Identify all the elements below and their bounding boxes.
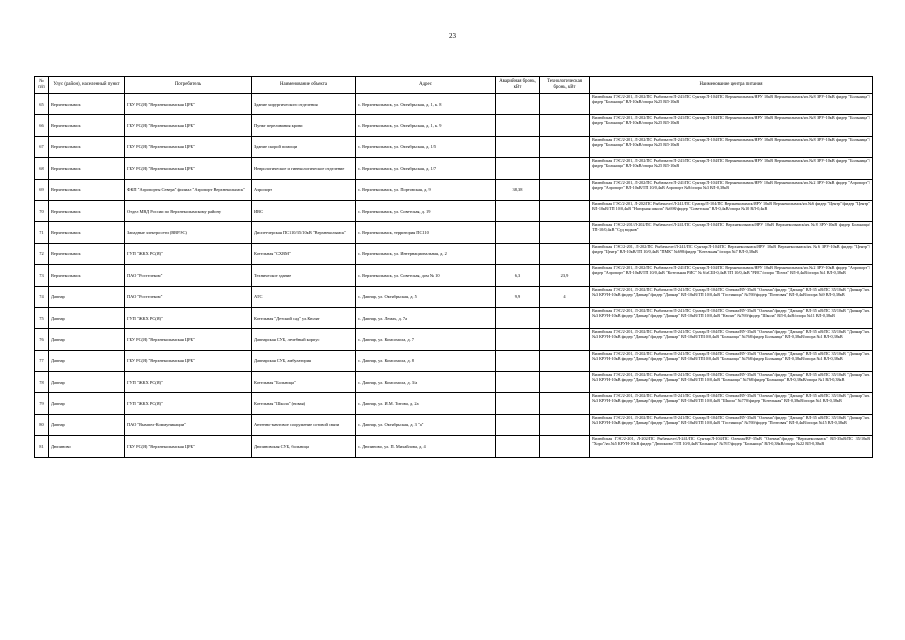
power-source-cell: Вилюйская ГЭС/2-201, Л-202/ПС Рыбачьелт/Л-241/ПС Сунтар/Л-104/ПС Верхнеколымск/ЯРУ 10кВ Верхнеколымск/яч.№6 фидер "Центр"/фидер "Центр" ВЛ-10кВ/ТП 10/0,4кВ "Нагорная школа" №698/фидер "Советская" ВЛ-0,4кВ/опора №10 ВЛ-0,4кВ bbox=[590, 200, 873, 221]
consumer-cell: ПАО "Ростелеком" bbox=[125, 286, 252, 307]
consumer-cell: Отдел МВД России по Верхнеколымскому району bbox=[125, 200, 252, 221]
object-cell: Антенно-мачтовое сооружение сотовой связи bbox=[252, 414, 356, 435]
technological-reserve-cell bbox=[540, 350, 590, 371]
row-number: 79 bbox=[35, 393, 49, 414]
table-body bbox=[35, 94, 873, 458]
object-cell: Котельная "СХВМ" bbox=[252, 243, 356, 264]
table-row bbox=[35, 286, 873, 307]
address-cell: с. Дапнар, ул. Комсомола, д. 3/а bbox=[356, 372, 496, 393]
emergency-reserve-cell bbox=[496, 393, 540, 414]
technological-reserve-cell bbox=[540, 179, 590, 200]
technological-reserve-cell bbox=[540, 393, 590, 414]
power-source-cell: Вилюйская ГЭС/2-201, Л-202/ПС Рыбачьелт/Л-241/ПС Сунтар/Л-104/ПС Верхнеколымск/ЯРУ 10кВ Верхнеколымск/яч.№8 ЗРУ-10кВ фидер "Больница"/фидер "Больница" ВЛ-10кВ/опора №25 ВЛ-10кВ bbox=[590, 158, 873, 179]
address-cell: с. Верхнеколымск, ул. Октябрьская, д. 1, к. 8 bbox=[356, 94, 496, 115]
address-cell: с. Дапнар, ул. Октябрьская, д. 3 "а" bbox=[356, 414, 496, 435]
emergency-reserve-cell bbox=[496, 136, 540, 157]
power-source-cell: Вилюйская ГЭС/2-201, Л-202/ПС Рыбачьелт/Л-241/ПС Сунтар/Л-104/ПС Верхнеколымск/ЯРУ 10кВ Верхнеколымск/яч.№8 ЗРУ-10кВ фидер "Больница"/фидер "Больница" ВЛ-10кВ/опора №25 ВЛ-10кВ bbox=[590, 115, 873, 136]
technological-reserve-cell bbox=[540, 222, 590, 243]
table-row bbox=[35, 136, 873, 157]
row-number: 74 bbox=[35, 286, 49, 307]
table-row bbox=[35, 179, 873, 200]
consumer-cell: ГБУ РС(Я) "Верхнеколымская ЦРБ" bbox=[125, 158, 252, 179]
address-cell: с. Дапнар, ул. Комсомола, д. 7 bbox=[356, 329, 496, 350]
object-cell: Техническое здание bbox=[252, 265, 356, 286]
settlement-cell: Верхнеколымск bbox=[49, 222, 125, 243]
power-source-cell: Вилюйская ГЭС/2-201, Л-202/ПС Рыбачьелт/Л-241/ПС Сунтар/Л-104/ПС Олекма/ВУ-35кВ "Олекма"/фидер "Дапнар" ВЛ-35 кВ/ПС 35/10кВ "Дапнар"/яч.№3 КРУН-10кВ фидер "Дапнар"/фидер "Дапнар" ВЛ-10кВ/ТП10/0,4кВ "Больница" №768/фидер Больница" ВЛ-0,38кВ/опора №1 ВЛ-0,38кВ bbox=[590, 350, 873, 371]
row-number: 70 bbox=[35, 200, 49, 221]
emergency-reserve-cell bbox=[496, 329, 540, 350]
row-number: 66 bbox=[35, 115, 49, 136]
address-cell: с. Верхнеколымск, территория ПС110 bbox=[356, 222, 496, 243]
address-cell: с. Дапнар, ул. Октябрьская, д. 5 bbox=[356, 286, 496, 307]
power-source-cell: Вилюйская ГЭС/2-201, Л-202/ПС Рыбачьелт/Л-241/ПС Сунтар/Л-104/ПС Олекма/ВУ-35кВ "Олекма"/фидер "Дапнар" ВЛ-35 кВ/ПС 35/10кВ "Дапнар"/яч.№3 КРУН-10кВ фидер "Дапнар"/фидер "Дапнар" ВЛ-10кВ/ТП 10/0,4кВ "Школа" №770/фидер "Котельная" ВЛ-0,38кВ/опора №1 ВЛ-0,38кВ bbox=[590, 393, 873, 414]
technological-reserve-cell bbox=[540, 436, 590, 457]
row-number: 72 bbox=[35, 243, 49, 264]
header-technological-reserve: Технологическая бронь, кВт bbox=[540, 77, 590, 94]
table-row bbox=[35, 94, 873, 115]
technological-reserve-cell bbox=[540, 307, 590, 328]
address-cell: с. Верхнеколымск, ул. Октябрьская, д. 1, к. 9 bbox=[356, 115, 496, 136]
table-row bbox=[35, 222, 873, 243]
object-cell: Аэропорт bbox=[252, 179, 356, 200]
emergency-reserve-cell bbox=[496, 115, 540, 136]
address-cell: с. Верхнеколымск, ул. Октябрьская, д. 1/5 bbox=[356, 136, 496, 157]
table-row bbox=[35, 307, 873, 328]
emergency-reserve-cell bbox=[496, 350, 540, 371]
row-number: 73 bbox=[35, 265, 49, 286]
row-number: 68 bbox=[35, 158, 49, 179]
address-cell: с. Верхнеколымск, ул. Советская, д. 19 bbox=[356, 200, 496, 221]
table-row bbox=[35, 200, 873, 221]
header-consumer: Потребитель bbox=[125, 77, 252, 94]
object-cell: Пункт переливания крови bbox=[252, 115, 356, 136]
object-cell: АТС bbox=[252, 286, 356, 307]
consumer-cell: ГБУ РС(Я) "Верхнеколымская ЦРБ" bbox=[125, 115, 252, 136]
row-number: 76 bbox=[35, 329, 49, 350]
settlement-cell: Дапнар bbox=[49, 350, 125, 371]
consumer-cell: ГУП "ЖКХ РС(Я)" bbox=[125, 243, 252, 264]
address-cell: с. Верхнеколымск, ул. Советская, дом № 10 bbox=[356, 265, 496, 286]
table-row bbox=[35, 393, 873, 414]
object-cell: Котельная "Детский сад" ул.Кюлят bbox=[252, 307, 356, 328]
object-cell: Здание скорой помощи bbox=[252, 136, 356, 157]
emergency-reserve-cell bbox=[496, 372, 540, 393]
consumer-cell: ГБУ РС(Я) "Верхнеколымская ЦРБ" bbox=[125, 136, 252, 157]
consumer-cell: ФКП "Аэропорты Севера" филиал "Аэропорт Верхнеколымск" bbox=[125, 179, 252, 200]
settlement-cell: Дапнар bbox=[49, 372, 125, 393]
consumer-cell: ГБУ РС(Я) "Верхнеколымская ЦРБ" bbox=[125, 94, 252, 115]
technological-reserve-cell bbox=[540, 372, 590, 393]
header-address: Адрес bbox=[356, 77, 496, 94]
object-cell: Котельная "Школа" (новая) bbox=[252, 393, 356, 414]
emergency-reserve-cell bbox=[496, 243, 540, 264]
object-cell: Дюпиновская СУБ, больница bbox=[252, 436, 356, 457]
settlement-cell: Верхнеколымск bbox=[49, 136, 125, 157]
settlement-cell: Верхнеколымск bbox=[49, 158, 125, 179]
consumer-cell: ГБУ РС(Я) "Верхнеколымская ЦРБ" bbox=[125, 436, 252, 457]
emergency-reserve-cell bbox=[496, 436, 540, 457]
technological-reserve-cell bbox=[540, 329, 590, 350]
emergency-reserve-cell bbox=[496, 94, 540, 115]
row-number: 71 bbox=[35, 222, 49, 243]
row-number: 78 bbox=[35, 372, 49, 393]
table-header-row bbox=[35, 77, 873, 94]
power-source-cell: Вилюйская ГЭС/2-201, Л-202/ПС Рыбачьелт/Л-241/ПС Сунтар/Л-104/ПС Олекма/ВУ-35кВ "Олекма"/фидер "Верхнеколымск" ВЛ-35кВ/ПС 35/10кВ "Хоро"/яч.№5 КРУН-10кВ фидер "Дюпиново"/ТП 10/0,4кВ"Больница" №767/фидер "Больница" ВЛ-0,38кВ/опора №22 ВЛ-0,38кВ bbox=[590, 436, 873, 457]
settlement-cell: Дапнар bbox=[49, 307, 125, 328]
consumer-cell: ГУП "ЖКХ РС(Я)" bbox=[125, 372, 252, 393]
header-power-source: Наименование центра питания bbox=[590, 77, 873, 94]
power-source-cell: Вилюйская ГЭС/2-201, Л-202/ПС Рыбачьелт/Л-241/ПС Сунтар/Л-104/ПС Олекма/ВУ-35кВ "Олекма"/фидер "Дапнар" ВЛ-35 кВ/ПС 35/10кВ "Дапнар"/яч.№3 КРУН-10кВ фидер "Дапнар"/фидер "Дапнар" ВЛ-10кВ/ТП 10/0,4кВ "Больница" №768/фидер"Больница" ВЛ-0,38кВ/опора №1 ВЛ-0,38кВ bbox=[590, 372, 873, 393]
table-row bbox=[35, 436, 873, 457]
power-source-cell: Вилюйская ГЭС/2-201, Л-202/ПС Рыбачьелт/Л-241/ПС Сунтар/Л-104/ПС Верхнеколымск/ЯРУ 10кВ Верхнеколымск/яч.№2 ЗРУ-10кВ фидер "Аэропорт"/фидер "Аэропорт" ВЛ-10кВ/ТП 10/0,4кВ "Котельная РИС" № 6/аСШ-0,4кВ ТП 10/0,4кВ "РИС"/опора "Почта" ВЛ-0,4кВ/опора №1 ВЛ-0,38кВ bbox=[590, 265, 873, 286]
address-cell: с. Дюпиново, ул. П. Михайлова, д. 4 bbox=[356, 436, 496, 457]
technological-reserve-cell bbox=[540, 94, 590, 115]
technological-reserve-cell bbox=[540, 414, 590, 435]
power-source-cell: Вилюйская ГЭС/2-201, Л-202/ПС Рыбачьелт/Л-241/ПС Сунтар/Л-104/ПС Верхнеколымск/ЯРУ 10кВ Верхнеколымск/яч.№6 ЗРУ-10кВ фидер "Центр"/фидер "Центр" ВЛ-10кВ/ТП 10/0,4кВ "ПМК" №698/фидер "Котельная"/опора №7 ВЛ-0,38кВ bbox=[590, 243, 873, 264]
power-source-cell: Вилюйская ГЭС/2-201/Л-202/ПС Рыбачьелт/Л-241/ПС Сунтар/Л-104/ПС Верхнеколымск/ЯРУ 10кВ Верхнеколымск/яч.№8 ЗРУ-10кВ фидер Больница/ТП-10/0,4кВ "Суд водков" bbox=[590, 222, 873, 243]
header-settlement: Улус (район), населенный пункт bbox=[49, 77, 125, 94]
technological-reserve-cell bbox=[540, 115, 590, 136]
row-number: 77 bbox=[35, 350, 49, 371]
technological-reserve-cell bbox=[540, 136, 590, 157]
technological-reserve-cell bbox=[540, 243, 590, 264]
emergency-reserve-cell bbox=[496, 414, 540, 435]
row-number: 67 bbox=[35, 136, 49, 157]
settlement-cell: Верхнеколымск bbox=[49, 243, 125, 264]
settlement-cell: Верхнеколымск bbox=[49, 179, 125, 200]
header-number: № п/п bbox=[35, 77, 49, 94]
settlement-cell: Дюпиново bbox=[49, 436, 125, 457]
power-source-cell: Вилюйская ГЭС/2-201, Л-202/ПС Рыбачьелт/Л-241/ПС Сунтар/Л-104/ПС Верхнеколымск/ЯРУ 10кВ Верхнеколымск/яч.№8 ЗРУ-10кВ фидер "Больница"/фидер "Больница" ВЛ-10кВ/опора №25 ВЛ-10кВ bbox=[590, 136, 873, 157]
table-row bbox=[35, 243, 873, 264]
address-cell: с. Дапнар, ул. Лемах, д. 7а bbox=[356, 307, 496, 328]
table-row bbox=[35, 414, 873, 435]
address-cell: с. Дапнар, ул. И.М. Титова, д. 2а bbox=[356, 393, 496, 414]
consumer-cell: ГУП "ЖКХ РС(Я)" bbox=[125, 393, 252, 414]
table-row bbox=[35, 115, 873, 136]
table-row bbox=[35, 158, 873, 179]
consumer-cell: Западные электросети (ВВРЭС) bbox=[125, 222, 252, 243]
consumer-cell: ПАО "Ростелеком" bbox=[125, 265, 252, 286]
emergency-reserve-cell bbox=[496, 200, 540, 221]
settlement-cell: Дапнар bbox=[49, 414, 125, 435]
address-cell: с. Верхнеколымск, ул. Портовская, д. 9 bbox=[356, 179, 496, 200]
consumer-cell: ГУП "ЖКХ РС(Я)" bbox=[125, 307, 252, 328]
row-number: 75 bbox=[35, 307, 49, 328]
header-object: Наименование объекта bbox=[252, 77, 356, 94]
power-source-cell: Вилюйская ГЭС/2-201, Л-202/ПС Рыбачьелт/Л-241/ПС Сунтар/Л-104/ПС Верхнеколымск/ЯРУ 10кВ Верхнеколымск/яч.№8 ЗРУ-10кВ фидер "Больница"/фидер "Больница" ВЛ-10кВ/опора №25 ВЛ-10кВ bbox=[590, 94, 873, 115]
technological-reserve-cell: 4 bbox=[540, 286, 590, 307]
settlement-cell: Дапнар bbox=[49, 286, 125, 307]
settlement-cell: Верхнеколымск bbox=[49, 115, 125, 136]
settlement-cell: Дапнар bbox=[49, 329, 125, 350]
table-row bbox=[35, 372, 873, 393]
emergency-reserve-cell bbox=[496, 307, 540, 328]
object-cell: Здание хирургического отделения bbox=[252, 94, 356, 115]
technological-reserve-cell: 23,9 bbox=[540, 265, 590, 286]
row-number: 80 bbox=[35, 414, 49, 435]
table-row bbox=[35, 350, 873, 371]
address-cell: с. Дапнар, ул. Комсомола, д. 8 bbox=[356, 350, 496, 371]
object-cell: Диспетчерская ПС110/35/10кВ "Верхнеколымск" bbox=[252, 222, 356, 243]
settlement-cell: Верхнеколымск bbox=[49, 94, 125, 115]
power-source-cell: Вилюйская ГЭС/2-201, Л-202/ПС Рыбачьелт/Л-241/ПС Сунтар/Л-104/ПС Олекма/ВУ-35кВ "Олекма"/фидер "Дапнар" ВЛ-35 кВ/ПС 35/10кВ "Дапнар"/яч.№3 КРУН-10кВ фидер "Дапнар"/фидер "Дапнар" ВЛ-10кВ/ТП 10/0,4кВ "Гостиница" №769/фидер "Почтовая" ВЛ-0,4кВ/опора №9 ВЛ-0,38кВ bbox=[590, 286, 873, 307]
settlement-cell: Верхнеколымск bbox=[49, 265, 125, 286]
emergency-reserve-cell: 38,38 bbox=[496, 179, 540, 200]
technological-reserve-cell bbox=[540, 158, 590, 179]
power-consumers-table bbox=[34, 76, 873, 458]
settlement-cell: Верхнеколымск bbox=[49, 200, 125, 221]
power-source-cell: Вилюйская ГЭС/2-201, Л-202/ПС Рыбачьелт/Л-241/ПС Сунтар/Л-104/ПС Олекма/ВУ-35кВ "Олекма"/фидер "Дапнар" ВЛ-35 кВ/ПС 35/10кВ "Дапнар"/яч.№3 КРУН-10кВ фидер "Дапнар"/фидер "Дапнар" ВЛ-10кВ/ТП 10/0,4кВ "Гостиница" №769/фидер "Почтовая" ВЛ-0,4кВ/опора №15 ВЛ-0,38кВ bbox=[590, 414, 873, 435]
technological-reserve-cell bbox=[540, 200, 590, 221]
object-cell: Неврологическое и гинекологическое отделение bbox=[252, 158, 356, 179]
object-cell: Котельная "Больница" bbox=[252, 372, 356, 393]
emergency-reserve-cell: 6,3 bbox=[496, 265, 540, 286]
object-cell: ИВС bbox=[252, 200, 356, 221]
power-source-cell: Вилюйская ГЭС/2-201, Л-202/ПС Рыбачьелт/Л-241/ПС Сунтар/Л-104/ПС Олекма/ВУ-35кВ "Олекма"/фидер "Дапнар" ВЛ-35 кВ/ПС 35/10кВ "Дапнар"/яч.№3 КРУН-10кВ фидер "Дапнар"/фидер "Дапнар" ВЛ-10кВ/ТП10/0,4кВ "Больница" №768/фидер Больница" ВЛ-0,38кВ/опора №1 ВЛ-0,38кВ bbox=[590, 329, 873, 350]
page-number: 23 bbox=[449, 32, 456, 40]
address-cell: с. Верхнеколымск, ул. Октябрьская, д. 1/7 bbox=[356, 158, 496, 179]
emergency-reserve-cell bbox=[496, 158, 540, 179]
power-source-cell: Вилюйская ГЭС/2-201, Л-202/ПС Рыбачьелт/Л-241/ПС Сунтар/Л-104/ПС Верхнеколымск/ЯРУ 10кВ Верхнеколымск/яч.№2 ЗРУ-10кВ фидер "Аэропорт"/фидер "Аэропорт" ВЛ-10кВ/ТП 10/0,4кВ Аэропорт №8/опора №3 ВЛ-0,38кВ bbox=[590, 179, 873, 200]
consumer-cell: ПАО "Вымпел-Коммуникации" bbox=[125, 414, 252, 435]
table-row bbox=[35, 329, 873, 350]
row-number: 69 bbox=[35, 179, 49, 200]
object-cell: Дапнарская СУБ, лечебный корпус bbox=[252, 329, 356, 350]
power-source-cell: Вилюйская ГЭС/2-201, Л-202/ПС Рыбачьелт/Л-241/ПС Сунтар/Л-104/ПС Олекма/ВУ-35кВ "Олекма"/фидер "Дапнар" ВЛ-35 кВ/ПС 35/10кВ "Дапнар"/яч.№3 КРУН-10кВ фидер "Дапнар"/фидер "Дапнар" ВЛ-10кВ/ТП 10/0,4кВ "Кюлят" №769/фидер "Школа" ВЛ-0,4кВ/опора №11 ВЛ-0,38кВ bbox=[590, 307, 873, 328]
consumer-cell: ГБУ РС(Я) "Верхнеколымская ЦРБ" bbox=[125, 329, 252, 350]
consumer-cell: ГБУ РС(Я) "Верхнеколымская ЦРБ" bbox=[125, 350, 252, 371]
emergency-reserve-cell: 9,9 bbox=[496, 286, 540, 307]
header-emergency-reserve: Аварийная бронь, кВт bbox=[496, 77, 540, 94]
row-number: 81 bbox=[35, 436, 49, 457]
row-number: 65 bbox=[35, 94, 49, 115]
emergency-reserve-cell bbox=[496, 222, 540, 243]
table-row bbox=[35, 265, 873, 286]
settlement-cell: Дапнар bbox=[49, 393, 125, 414]
address-cell: с. Верхнеколымск, ул. Интернациональная, д. 2 bbox=[356, 243, 496, 264]
object-cell: Дапнарская СУБ, амбулатория bbox=[252, 350, 356, 371]
